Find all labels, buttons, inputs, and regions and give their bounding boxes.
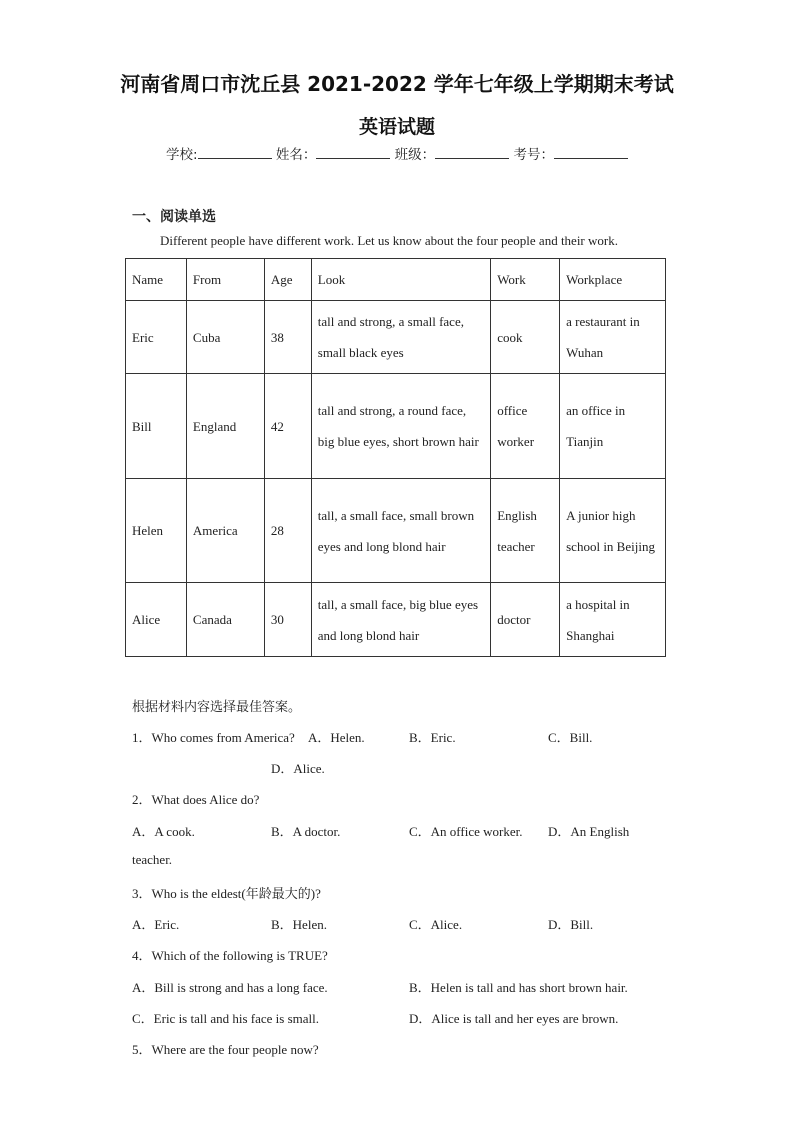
table-row (126, 479, 666, 583)
exam-number-blank[interactable] (554, 146, 628, 159)
table-header-row (126, 259, 666, 301)
table-cell: A junior high school in Beijing (560, 479, 666, 583)
table-cell: 42 (264, 374, 311, 479)
question-4-option-d[interactable]: D．Alice is tall and her eyes are brown. (409, 1011, 619, 1026)
instructions: 根据材料内容选择最佳答案。 (132, 700, 302, 715)
table-cell: tall and strong, a round face, big blue eyes, short brown hair (311, 374, 490, 479)
table-cell: a hospital in Shanghai (560, 583, 666, 657)
question-2-option-c[interactable]: C．An office worker. (409, 824, 523, 839)
question-1-option-d[interactable]: D．Alice. (271, 761, 325, 776)
exam-subtitle: 英语试题 (358, 116, 435, 138)
name-blank[interactable] (316, 146, 390, 159)
table-cell: England (186, 374, 264, 479)
question-4-option-b[interactable]: B．Helen is tall and has short brown hair. (409, 980, 628, 995)
table-cell: 30 (264, 583, 311, 657)
question-3-stem (132, 883, 321, 902)
table-header: Name (126, 259, 187, 301)
table-header: Age (264, 259, 311, 301)
question-4-option-c[interactable]: C．Eric is tall and his face is small. (132, 1011, 320, 1026)
people-table (125, 258, 666, 657)
student-info-line (0, 143, 794, 163)
question-1-stem: 1．Who comes from America? (132, 730, 295, 745)
table-header: Work (491, 259, 560, 301)
question-3-stem-end: )? (310, 886, 321, 901)
question-2-option-d[interactable]: D．An English (548, 824, 630, 839)
table-cell: 28 (264, 479, 311, 583)
question-1-option-b[interactable]: B．Eric. (409, 730, 456, 745)
table-cell: Bill (126, 374, 187, 479)
table-cell: Cuba (186, 301, 264, 374)
question-2-option-a[interactable]: A．A cook. (132, 824, 195, 839)
table-cell: Eric (126, 301, 187, 374)
table-cell: Helen (126, 479, 187, 583)
question-4-stem: 4．Which of the following is TRUE? (132, 948, 328, 963)
question-3-stem-chinese: 年龄最大的 (245, 887, 311, 902)
table-cell: a restaurant in Wuhan (560, 301, 666, 374)
table-cell: doctor (491, 583, 560, 657)
class-blank[interactable] (435, 146, 509, 159)
table-cell: an office in Tianjin (560, 374, 666, 479)
table-cell: English teacher (491, 479, 560, 583)
table-row (126, 301, 666, 374)
question-2-option-b[interactable]: B．A doctor. (271, 824, 341, 839)
table-cell: America (186, 479, 264, 583)
table-row (126, 583, 666, 657)
exam-number-label: 考号： (513, 147, 554, 163)
school-blank[interactable] (198, 146, 272, 159)
table-row (126, 374, 666, 479)
question-3-option-c[interactable]: C．Alice. (409, 917, 463, 932)
exam-title: 河南省周口市沈丘县 2021-2022 学年七年级上学期期末考试 (120, 72, 674, 96)
question-3-option-d[interactable]: D．Bill. (548, 917, 594, 932)
question-3-stem-part: 3．Who is the eldest( (132, 886, 246, 901)
class-label: 班级： (394, 147, 436, 163)
table-header: Look (311, 259, 490, 301)
question-2-option-d-continued: teacher. (132, 852, 173, 867)
name-label: 姓名： (275, 147, 317, 163)
table-header: From (186, 259, 264, 301)
table-cell: tall, a small face, small brown eyes and long blond hair (311, 479, 490, 583)
section-heading: 一、阅读单选 (132, 209, 216, 225)
question-4-option-a[interactable]: A．Bill is strong and has a long face. (132, 980, 328, 995)
table-cell: tall, a small face, big blue eyes and long blond hair (311, 583, 490, 657)
passage-intro: Different people have different work. Let us know about the four people and their work. (160, 233, 618, 248)
question-3-option-b[interactable]: B．Helen. (271, 917, 327, 932)
table-cell: Canada (186, 583, 264, 657)
table-cell: office worker (491, 374, 560, 479)
question-5-stem: 5．Where are the four people now? (132, 1042, 319, 1057)
question-3-option-a[interactable]: A．Eric. (132, 917, 180, 932)
table-cell: tall and strong, a small face, small black eyes (311, 301, 490, 374)
table-cell: 38 (264, 301, 311, 374)
question-1-option-c[interactable]: C．Bill. (548, 730, 593, 745)
school-label: 学校: (166, 147, 198, 163)
table-cell: Alice (126, 583, 187, 657)
question-1-option-a[interactable]: A．Helen. (308, 730, 365, 745)
table-header: Workplace (560, 259, 666, 301)
question-2-stem: 2．What does Alice do? (132, 792, 260, 807)
table-cell: cook (491, 301, 560, 374)
